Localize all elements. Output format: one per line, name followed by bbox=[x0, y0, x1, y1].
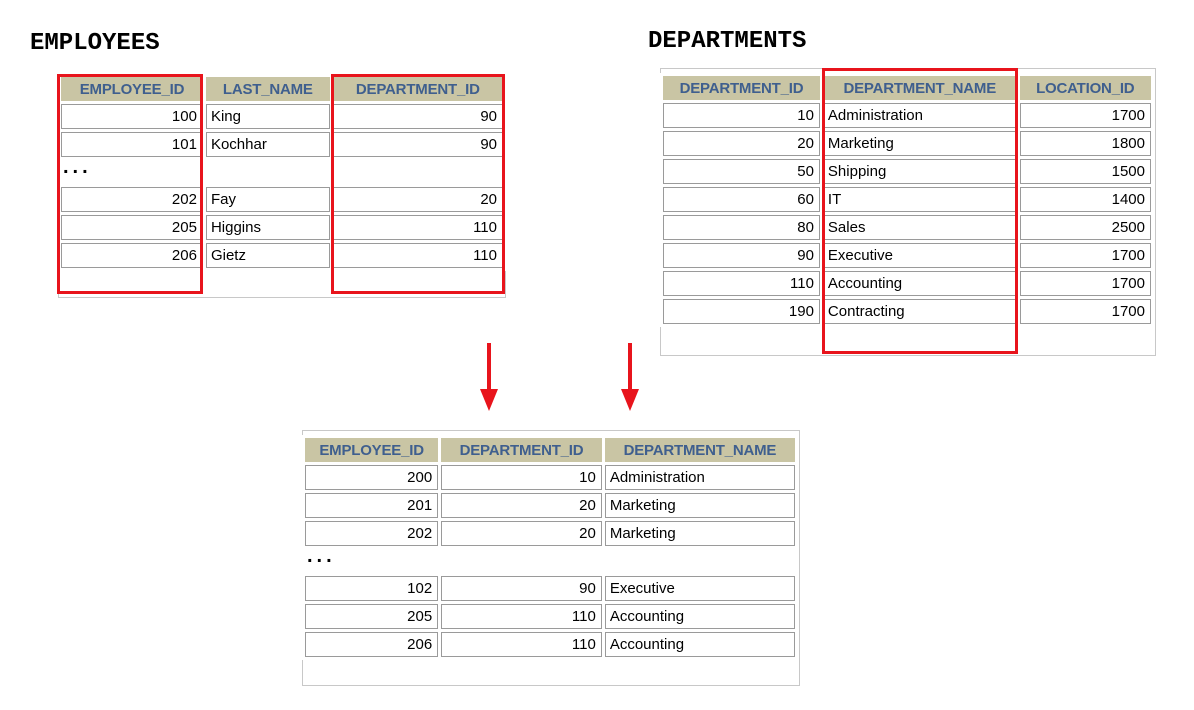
department-name-cell: Marketing bbox=[605, 493, 795, 518]
departments-col-department-id: DEPARTMENT_ID bbox=[663, 76, 820, 100]
department-name-cell: Executive bbox=[605, 576, 795, 601]
department-id-cell: 20 bbox=[441, 521, 602, 546]
location-id-cell: 1800 bbox=[1020, 131, 1151, 156]
department-name-cell: Administration bbox=[823, 103, 1017, 128]
department-id-cell: 20 bbox=[663, 131, 820, 156]
table-row bbox=[305, 604, 795, 629]
down-arrow-icon bbox=[479, 343, 499, 413]
department-name-cell: Contracting bbox=[823, 299, 1017, 324]
department-id-cell: 110 bbox=[333, 243, 503, 268]
department-id-cell: 90 bbox=[333, 104, 503, 129]
employee-id-cell: 206 bbox=[305, 632, 438, 657]
department-name-cell: Accounting bbox=[605, 632, 795, 657]
department-name-cell: Executive bbox=[823, 243, 1017, 268]
employee-id-cell: 102 bbox=[305, 576, 438, 601]
department-name-cell: Sales bbox=[823, 215, 1017, 240]
employees-col-last-name: LAST_NAME bbox=[206, 77, 330, 101]
employees-col-employee-id: EMPLOYEE_ID bbox=[61, 77, 203, 101]
department-id-cell: 90 bbox=[663, 243, 820, 268]
employees-col-department-id: DEPARTMENT_ID bbox=[333, 77, 503, 101]
department-id-cell: 10 bbox=[663, 103, 820, 128]
result-col-employee-id: EMPLOYEE_ID bbox=[305, 438, 438, 462]
location-id-cell: 1400 bbox=[1020, 187, 1151, 212]
department-name-cell: Marketing bbox=[823, 131, 1017, 156]
department-name-highlight-box bbox=[822, 68, 1018, 354]
department-id-cell: 90 bbox=[441, 576, 602, 601]
department-id-cell: 20 bbox=[333, 187, 503, 212]
departments-col-location-id: LOCATION_ID bbox=[1020, 76, 1151, 100]
departments-col-department-name: DEPARTMENT_NAME bbox=[823, 76, 1017, 100]
employee-id-cell: 205 bbox=[305, 604, 438, 629]
last-name-cell: Fay bbox=[206, 187, 330, 212]
department-name-cell: Accounting bbox=[823, 271, 1017, 296]
last-name-cell: King bbox=[206, 104, 330, 129]
department-id-cell: 60 bbox=[663, 187, 820, 212]
employee-id-cell: 101 bbox=[61, 132, 203, 157]
department-name-cell: Marketing bbox=[605, 521, 795, 546]
ellipsis: ... bbox=[307, 544, 336, 567]
department-name-cell: Shipping bbox=[823, 159, 1017, 184]
department-name-cell: IT bbox=[823, 187, 1017, 212]
last-name-cell: Higgins bbox=[206, 215, 330, 240]
last-name-cell: Gietz bbox=[206, 243, 330, 268]
department-id-cell: 110 bbox=[333, 215, 503, 240]
location-id-cell: 1700 bbox=[1020, 271, 1151, 296]
down-arrow-icon bbox=[620, 343, 640, 413]
department-id-cell: 190 bbox=[663, 299, 820, 324]
ellipsis-row bbox=[305, 549, 795, 573]
ellipsis-cell bbox=[305, 544, 438, 573]
department-name-cell: Administration bbox=[605, 465, 795, 490]
employee-id-cell: 201 bbox=[305, 493, 438, 518]
employee-id-highlight-box bbox=[57, 74, 203, 294]
employee-id-cell: 202 bbox=[305, 521, 438, 546]
department-id-cell: 90 bbox=[333, 132, 503, 157]
employees-title: EMPLOYEES bbox=[30, 30, 160, 57]
employee-id-cell: 206 bbox=[61, 243, 203, 268]
employees-department-id-highlight-box bbox=[331, 74, 505, 294]
employee-id-cell: 200 bbox=[305, 465, 438, 490]
location-id-cell: 1700 bbox=[1020, 243, 1151, 268]
result-header-row bbox=[305, 438, 795, 462]
table-row bbox=[305, 465, 795, 490]
result-col-department-id: DEPARTMENT_ID bbox=[441, 438, 602, 462]
employee-id-cell: 205 bbox=[61, 215, 203, 240]
result-table bbox=[302, 435, 798, 660]
result-col-department-name: DEPARTMENT_NAME bbox=[605, 438, 795, 462]
departments-title: DEPARTMENTS bbox=[648, 28, 807, 55]
ellipsis: ... bbox=[63, 155, 92, 178]
department-id-cell: 10 bbox=[441, 465, 602, 490]
location-id-cell: 1700 bbox=[1020, 299, 1151, 324]
department-id-cell: 20 bbox=[441, 493, 602, 518]
employee-id-cell: 100 bbox=[61, 104, 203, 129]
location-id-cell: 2500 bbox=[1020, 215, 1151, 240]
location-id-cell: 1700 bbox=[1020, 103, 1151, 128]
table-row bbox=[305, 576, 795, 601]
table-row bbox=[305, 632, 795, 657]
department-id-cell: 80 bbox=[663, 215, 820, 240]
employee-id-cell: 202 bbox=[61, 187, 203, 212]
last-name-cell: Kochhar bbox=[206, 132, 330, 157]
department-id-cell: 110 bbox=[441, 632, 602, 657]
department-name-cell: Accounting bbox=[605, 604, 795, 629]
department-id-cell: 110 bbox=[441, 604, 602, 629]
table-row bbox=[305, 493, 795, 518]
location-id-cell: 1500 bbox=[1020, 159, 1151, 184]
department-id-cell: 50 bbox=[663, 159, 820, 184]
table-row bbox=[305, 521, 795, 546]
department-id-cell: 110 bbox=[663, 271, 820, 296]
